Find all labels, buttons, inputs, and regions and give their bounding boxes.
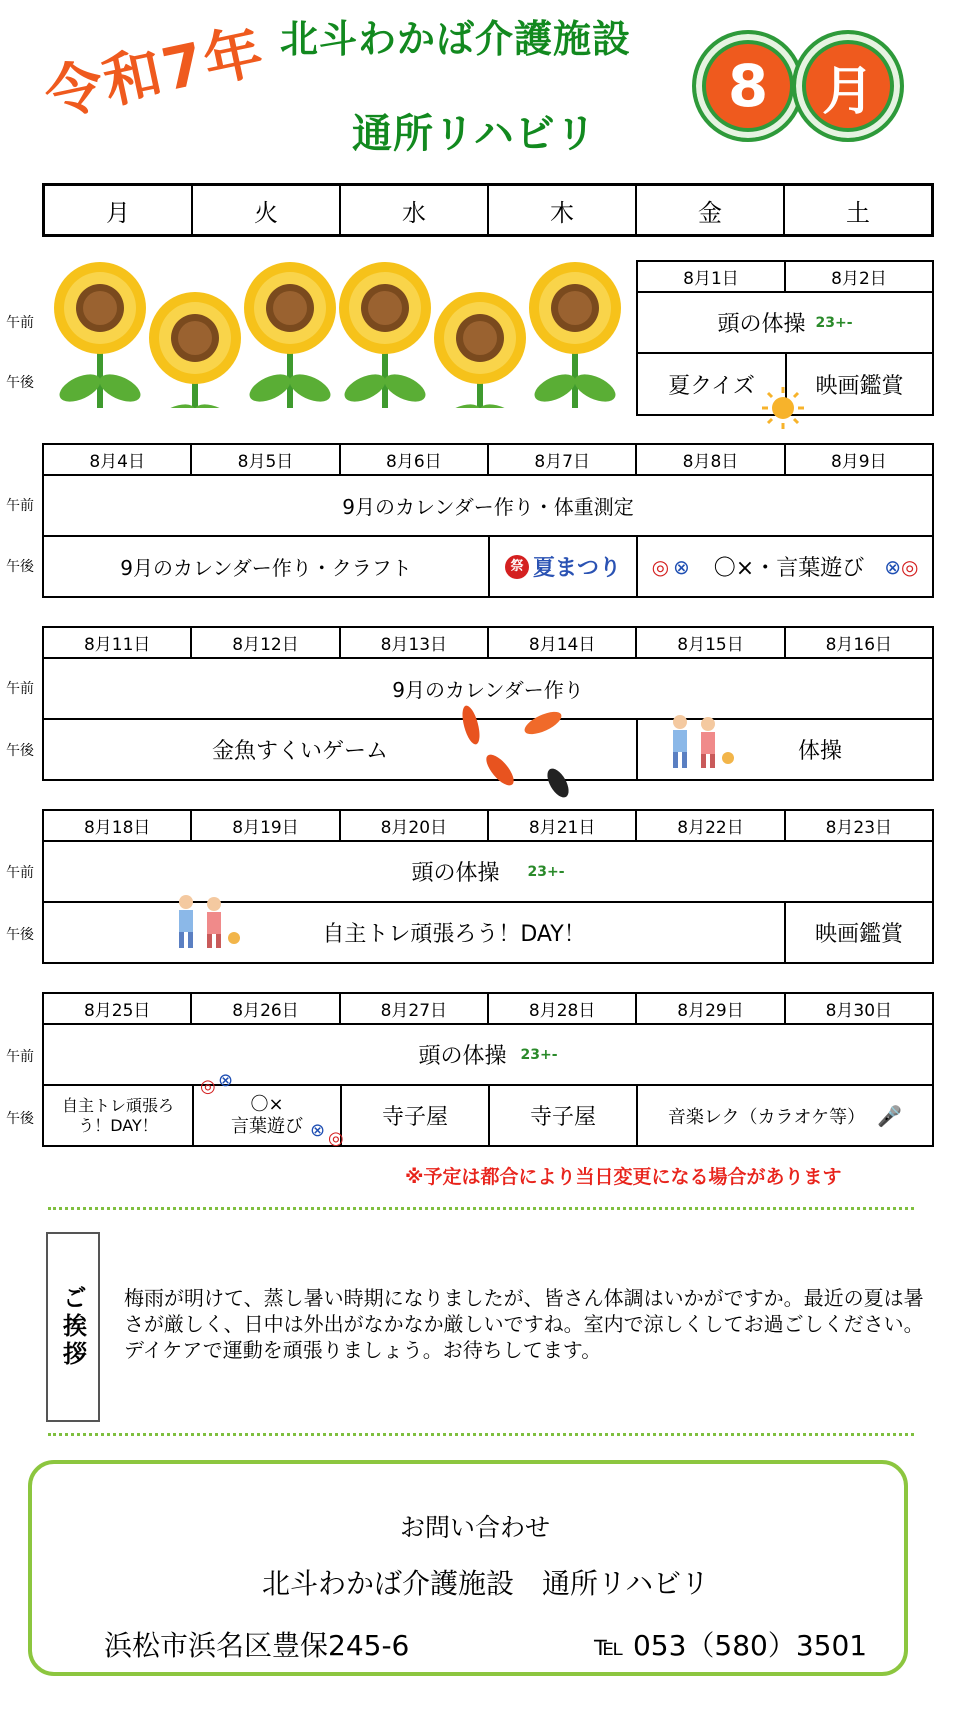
date-cell: 8月21日 — [489, 811, 637, 840]
greeting-scroll — [46, 1232, 100, 1422]
date-cell: 8月26日 — [192, 994, 340, 1023]
week2-am: 9月のカレンダー作り・体重測定 — [44, 476, 932, 537]
math-icon: 23+- — [520, 1046, 558, 1063]
date-cell: 8月22日 — [637, 811, 785, 840]
week4-am-text: 頭の体操 — [411, 861, 500, 886]
weekday-wed: 水 — [341, 186, 489, 234]
week1-pm-sat: 映画鑑賞 — [785, 354, 932, 414]
maru-icon: ◎ — [200, 1076, 216, 1097]
contact-phone: ℡ 053（580）3501 — [594, 1629, 868, 1662]
date-cell: 8月4日 — [44, 445, 192, 474]
week3-dates — [44, 628, 932, 659]
week5-pm-terakoya-thu: 寺子屋 — [488, 1086, 636, 1145]
facility-title: 北斗わかば介護施設 — [280, 17, 632, 61]
date-cell: 8月29日 — [637, 994, 785, 1023]
exercise-people-icon — [170, 892, 242, 950]
row-label-pm: 午後 — [6, 927, 34, 943]
maru-icon: ◎ — [328, 1128, 344, 1149]
watermelon-icon — [792, 30, 904, 142]
week2-pm-craft: 9月のカレンダー作り・クラフト — [120, 556, 412, 580]
row-label-am: 午前 — [6, 865, 34, 881]
date-cell: 8月19日 — [192, 811, 340, 840]
weekday-fri: 金 — [637, 186, 785, 234]
week3-am: 9月のカレンダー作り — [44, 659, 932, 720]
quiz-mark-text: 〇× — [250, 1093, 284, 1115]
weekday-tue: 火 — [193, 186, 341, 234]
week1-am-text: 頭の体操 — [717, 312, 806, 337]
date-cell: 8月25日 — [44, 994, 192, 1023]
goldfish-icons — [455, 705, 585, 805]
fan-icon: 祭 — [505, 555, 529, 579]
week3-pm-exercise: 体操 — [636, 720, 932, 779]
week4-pm-movie: 映画鑑賞 — [784, 903, 932, 962]
date-cell: 8月13日 — [341, 628, 489, 657]
month-char: 月 — [806, 44, 890, 128]
date-cell: 8月7日 — [489, 445, 637, 474]
week1-dates — [638, 262, 932, 293]
exercise-people-icon — [664, 712, 736, 770]
week5-pm-music — [636, 1086, 932, 1145]
week5-dates — [44, 994, 932, 1025]
weekday-sat: 土 — [846, 198, 870, 227]
week1-pm-fri: 夏クイズ — [668, 373, 755, 399]
microphone-icon: 🎤 — [877, 1103, 903, 1128]
greeting-text: 梅雨が明けて、蒸し暑い時期になりましたが、皆さん体調はいかがですか。最近の夏は暑さが厳しく、日中は外出がなかなか厳しいですね。室内で涼しくしてお過ごしください。デイケアで運動を頑張りましょう。お待ちしてます。 — [124, 1286, 924, 1362]
date-cell: 8月12日 — [192, 628, 340, 657]
week5-table — [42, 992, 934, 1147]
week1-am — [638, 293, 932, 354]
week3-pm-goldfish: 金魚すくいゲーム — [211, 739, 388, 764]
week5-pm-training: 自主トレ頑張ろう！DAY！ — [61, 1095, 174, 1135]
greeting-label: ご挨拶 — [58, 1285, 87, 1369]
date-cell: 8月28日 — [489, 994, 637, 1023]
week4-dates — [44, 811, 932, 842]
week2-table — [42, 443, 934, 598]
date-cell: 8月18日 — [44, 811, 192, 840]
date-cell: 8月5日 — [192, 445, 340, 474]
batsu-icon: ⊗ — [218, 1070, 234, 1091]
sun-icon — [760, 385, 806, 431]
week5-pm-terakoya-wed: 寺子屋 — [340, 1086, 488, 1145]
math-icon: 23+- — [815, 314, 853, 331]
maru-icon: ◎ — [651, 554, 670, 579]
week2-dates — [44, 445, 932, 476]
row-label-pm: 午後 — [6, 1111, 34, 1127]
row-label-pm: 午後 — [6, 559, 34, 575]
row-label-am: 午前 — [6, 315, 34, 331]
weekday-header — [42, 183, 934, 237]
batsu-icon: ⊗ — [884, 554, 901, 579]
schedule-notice: ※予定は都合により当日変更になる場合があります — [405, 1166, 842, 1188]
contact-facility: 北斗わかば介護施設 通所リハビリ — [262, 1567, 710, 1600]
date-cell: 8月6日 — [341, 445, 489, 474]
watermelon-icon — [692, 30, 804, 142]
row-label-pm: 午後 — [6, 743, 34, 759]
date-cell: 8月30日 — [825, 1001, 893, 1021]
quiz-text: 〇×・言葉遊び — [713, 556, 865, 581]
date-cell: 8月11日 — [44, 628, 192, 657]
date-cell: 8月23日 — [825, 818, 893, 838]
weekday-mon: 月 — [45, 186, 193, 234]
year-label: 令和7年 — [38, 16, 271, 130]
date-cell: 8月27日 — [341, 994, 489, 1023]
row-label-am: 午前 — [6, 1049, 34, 1065]
sunflower-icons — [50, 258, 630, 408]
date-cell: 8月2日 — [831, 269, 887, 289]
quiz-word-text: 言葉遊び — [231, 1115, 303, 1137]
date-cell: 8月9日 — [830, 452, 887, 472]
row-label-am: 午前 — [6, 681, 34, 697]
divider — [48, 1433, 914, 1436]
date-cell: 8月20日 — [341, 811, 489, 840]
service-title: 通所リハビリ — [352, 111, 597, 157]
row-label-pm: 午後 — [6, 375, 34, 391]
contact-title: お問い合わせ — [400, 1513, 551, 1542]
row-label-am: 午前 — [6, 498, 34, 514]
music-text: 音楽レク（カラオケ等） — [667, 1106, 866, 1128]
date-cell: 8月15日 — [637, 628, 785, 657]
festival-text: 夏まつり — [532, 556, 621, 581]
math-icon: 23+- — [527, 863, 565, 880]
weekday-thu: 木 — [489, 186, 637, 234]
date-cell: 8月1日 — [638, 262, 786, 291]
week5-am — [44, 1025, 932, 1086]
maru-icon: ◎ — [900, 554, 919, 579]
divider — [48, 1207, 914, 1210]
contact-address: 浜松市浜名区豊保245-6 — [104, 1629, 410, 1662]
date-cell: 8月14日 — [489, 628, 637, 657]
month-number: 8 — [706, 44, 790, 128]
week2-pm-quiz — [636, 537, 932, 596]
week4-pm-training: 自主トレ頑張ろう！DAY！ — [322, 922, 586, 947]
week2-pm-festival — [488, 537, 636, 596]
date-cell: 8月8日 — [637, 445, 785, 474]
batsu-icon: ⊗ — [673, 554, 690, 579]
batsu-icon: ⊗ — [310, 1120, 326, 1141]
week5-am-text: 頭の体操 — [418, 1044, 507, 1069]
date-cell: 8月16日 — [825, 635, 893, 655]
